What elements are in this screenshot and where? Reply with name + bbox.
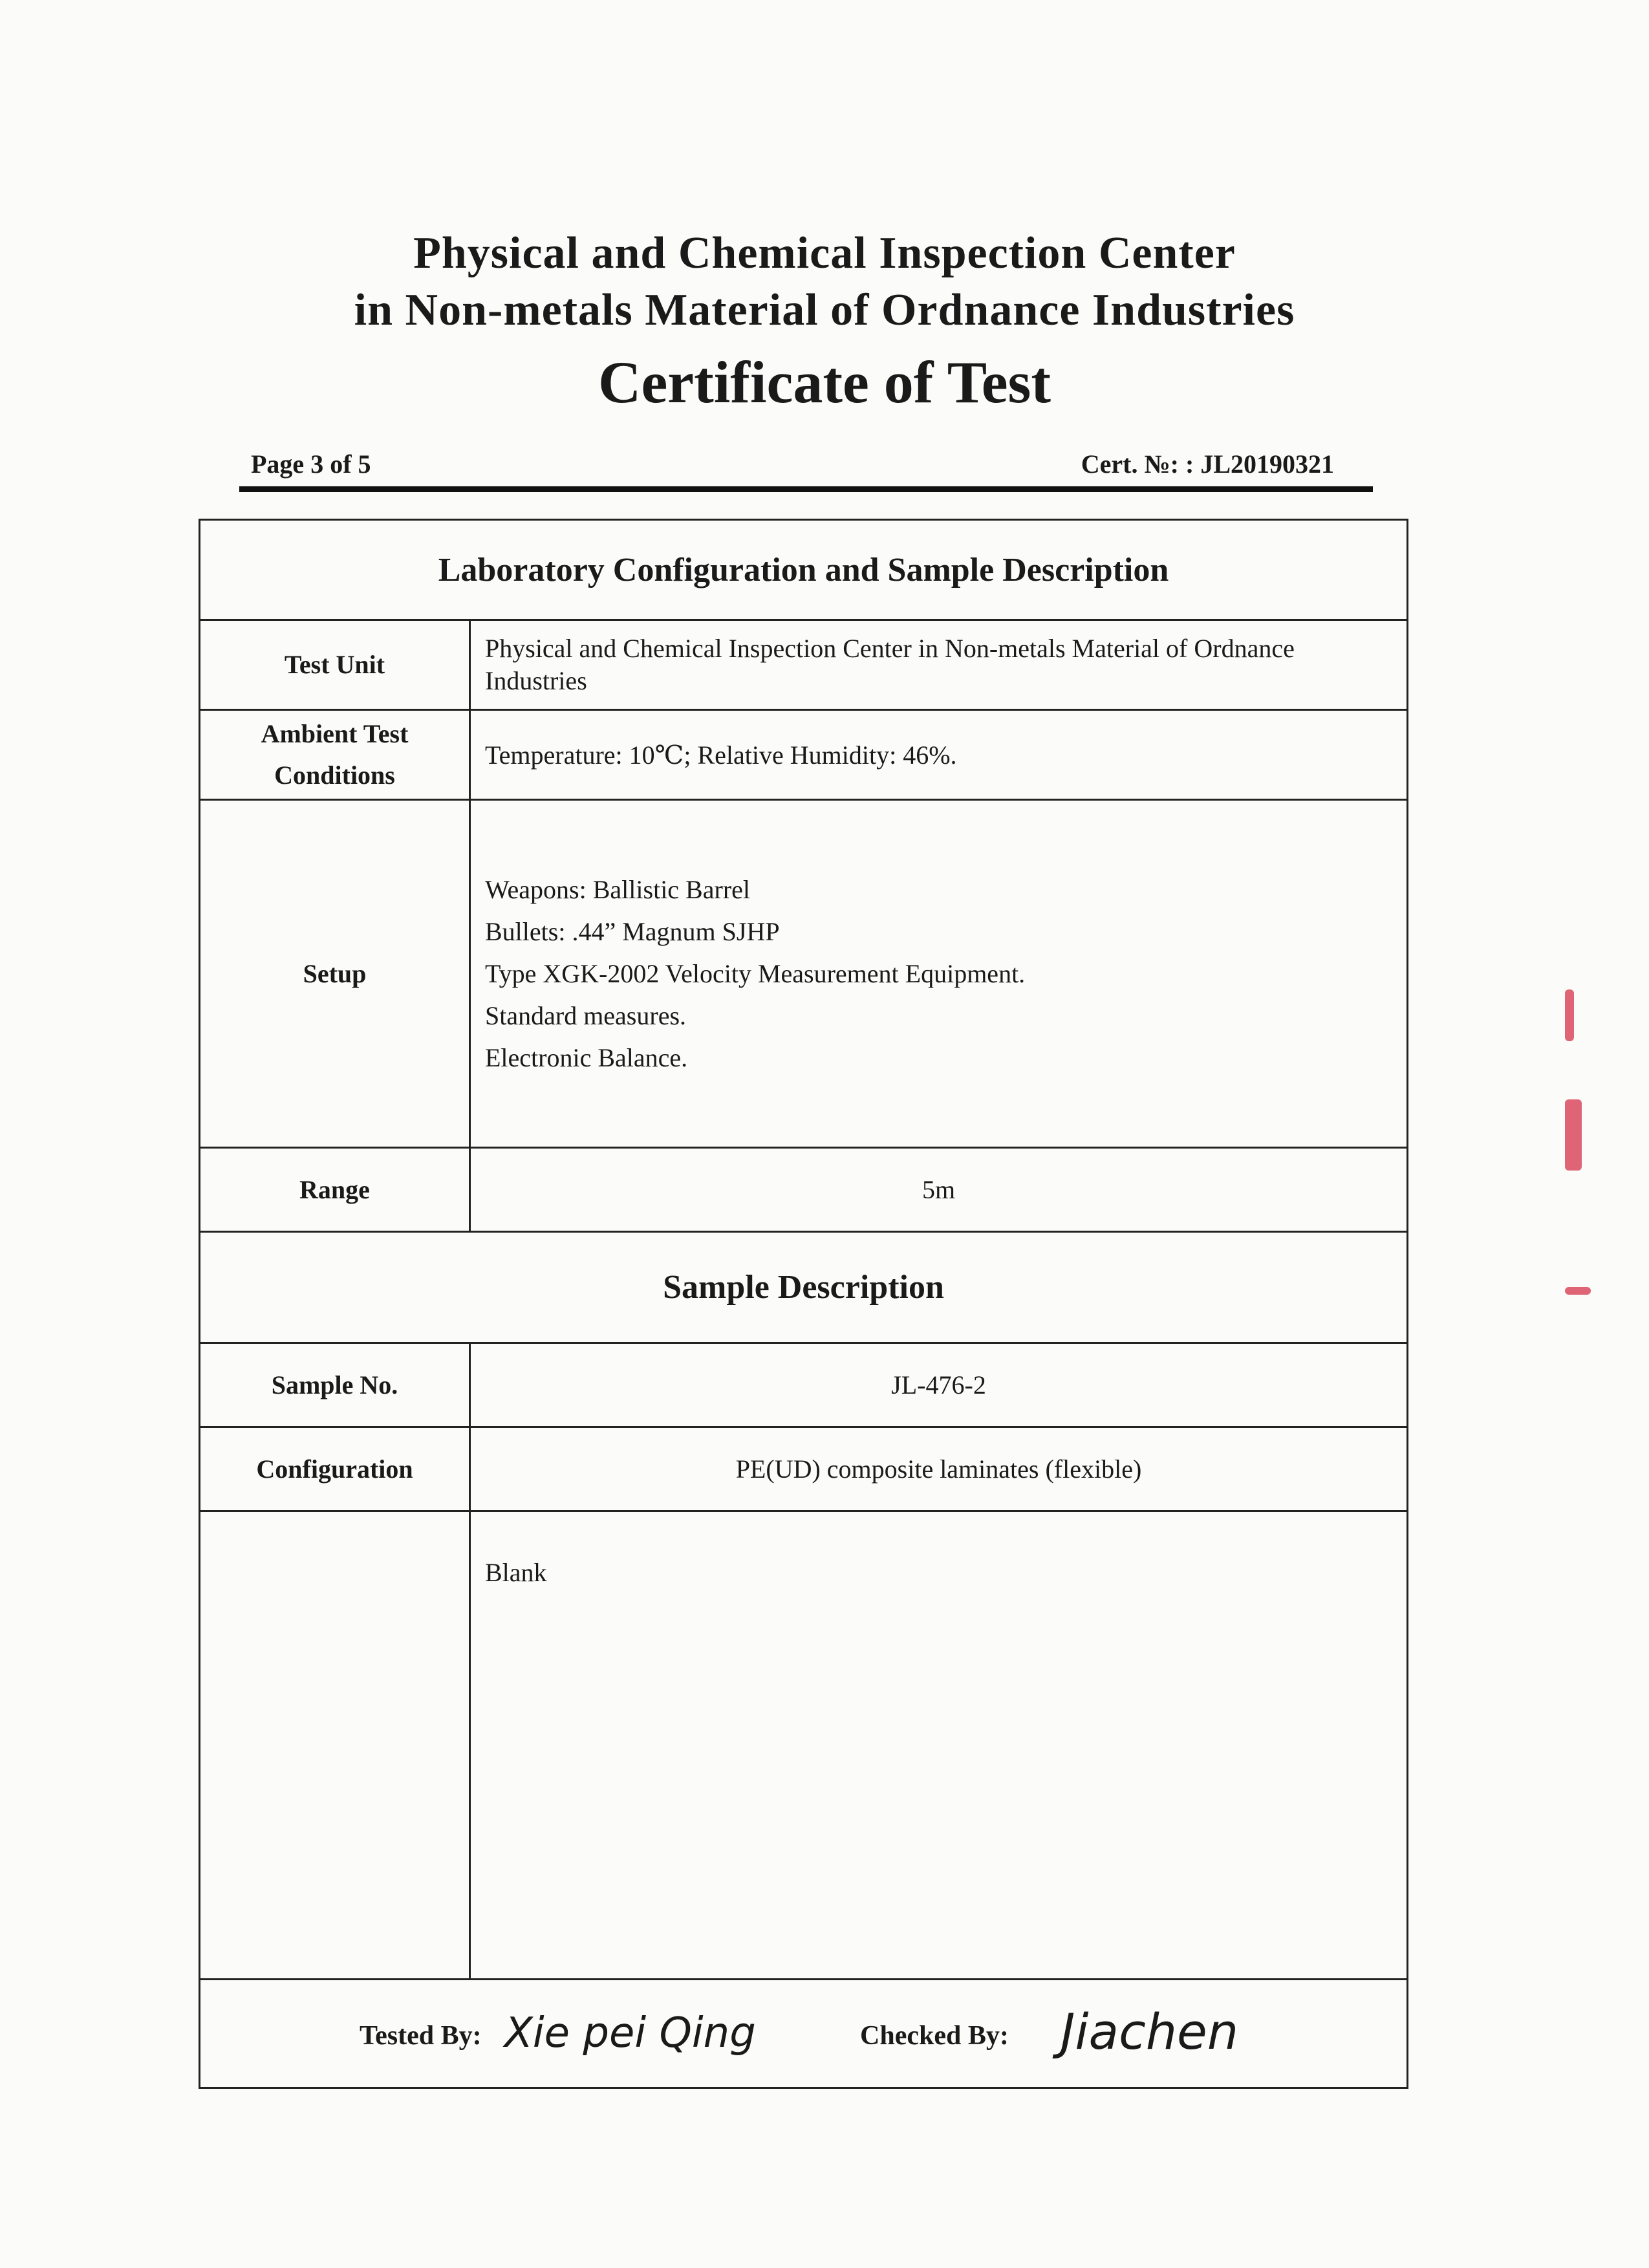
setup-item: Electronic Balance. [485, 1043, 688, 1072]
checked-by-label: Checked By: [860, 2020, 1009, 2051]
ambient-value: Temperature: 10℃; Relative Humidity: 46%. [485, 740, 957, 770]
blank-value: Blank [485, 1558, 547, 1587]
row-blank [200, 1512, 1406, 1980]
ambient-label [200, 711, 471, 799]
cert-label: Cert. №: : [1081, 449, 1194, 479]
center-name-line-2: in Non-metals Material of Ordnance Industries [354, 285, 1295, 335]
test-unit-label: Test Unit [200, 621, 471, 709]
row-range [200, 1149, 1406, 1233]
setup-item: Bullets: .44” Magnum SJHP [485, 917, 780, 946]
row-signatures [200, 1980, 1406, 2091]
sample-no-label: Sample No. [200, 1344, 471, 1426]
section-lab-config-title: Laboratory Configuration and Sample Description [200, 521, 1406, 621]
center-name-line-1: Physical and Chemical Inspection Center [413, 228, 1236, 278]
certificate-title: Certificate of Test [598, 349, 1051, 415]
configuration-label: Configuration [200, 1428, 471, 1510]
row-ambient-conditions [200, 711, 1406, 801]
tested-by-label: Tested By: [360, 2020, 482, 2051]
setup-value [471, 801, 1406, 1147]
section-sample-description-title: Sample Description [200, 1233, 1406, 1344]
test-unit-value: Physical and Chemical Inspection Center in Non-metals Material of Ordnance Industries [485, 634, 1295, 695]
setup-item: Standard measures. [485, 1001, 687, 1030]
seal-stamp-fragment [1565, 989, 1574, 1041]
ambient-label-line-1: Ambient Test [261, 719, 409, 748]
configuration-value: PE(UD) composite laminates (flexible) [735, 1454, 1142, 1484]
header-rule [239, 486, 1373, 492]
certificate-number [1081, 449, 1334, 479]
page-number: Page 3 of 5 [251, 449, 371, 479]
seal-stamp-fragment [1565, 1287, 1591, 1295]
range-label: Range [200, 1149, 471, 1231]
row-configuration [200, 1428, 1406, 1512]
ambient-label-line-2: Conditions [274, 761, 395, 790]
checked-by-signature: Jiachen [1061, 2003, 1238, 2060]
row-setup [200, 801, 1406, 1149]
certificate-table [199, 519, 1408, 2089]
blank-label-cell [200, 1512, 471, 1978]
row-test-unit [200, 621, 1406, 711]
seal-stamp-fragment [1565, 1099, 1582, 1171]
cert-no: JL20190321 [1200, 449, 1334, 479]
row-sample-no [200, 1344, 1406, 1428]
range-value: 5m [921, 1175, 956, 1204]
tested-by-signature: Xie pei Qing [504, 2009, 756, 2057]
sample-no-value: JL-476-2 [891, 1370, 986, 1399]
setup-item: Weapons: Ballistic Barrel [485, 875, 750, 904]
setup-label: Setup [200, 801, 471, 1147]
setup-item: Type XGK-2002 Velocity Measurement Equipment. [485, 959, 1026, 988]
